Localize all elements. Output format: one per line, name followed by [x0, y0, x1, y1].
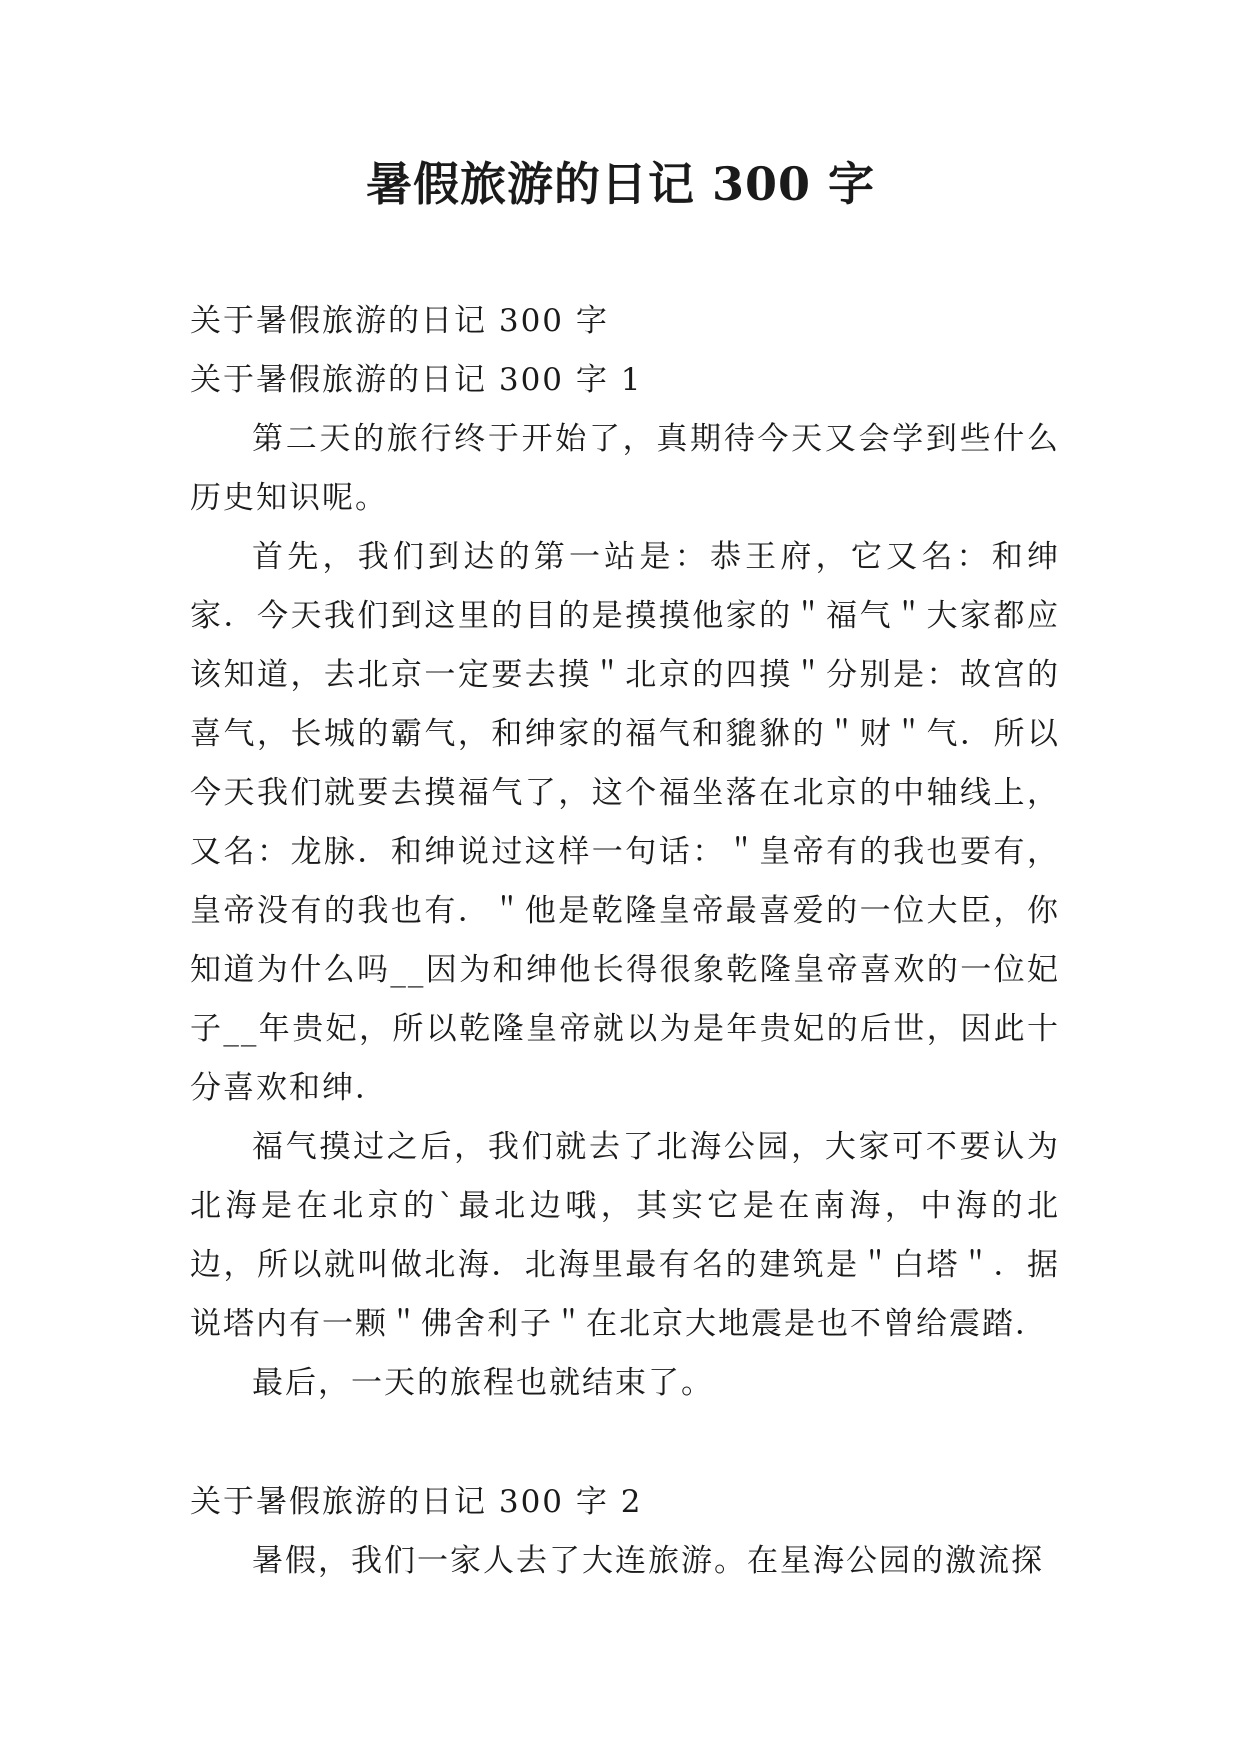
section-heading-1: 关于暑假旅游的日记 300 字 1 [190, 362, 643, 398]
section-heading-2: 关于暑假旅游的日记 300 字 2 [190, 1484, 643, 1520]
section-spacer [190, 1413, 1060, 1473]
section-1-paragraph-4: 最后，一天的旅程也就结束了。 [252, 1365, 714, 1401]
section-1-paragraph-3: 福气摸过之后，我们就去了北海公园，大家可不要认为北海是在北京的`最北边哦，其实它是在南海，中海的北边，所以就叫做北海．北海里最有名的建筑是＂白塔＂．据说塔内有一颗＂佛舍利子＂在北京大地震是也不曾给震踏． [190, 1129, 1060, 1342]
section-1-paragraph-1: 第二天的旅行终于开始了，真期待今天又会学到些什么历史知识呢。 [190, 421, 1060, 516]
document-title: 暑假旅游的日记 300 字 [365, 157, 876, 211]
section-1-paragraph-2: 首先，我们到达的第一站是：恭王府，它又名：和绅家．今天我们到这里的目的是摸摸他家的＂福气＂大家都应该知道，去北京一定要去摸＂北京的四摸＂分别是：故宫的喜气，长城的霸气，和绅家的福气和貔貅的＂财＂气．所以今天我们就要去摸福气了，这个福坐落在北京的中轴线上，又名：龙脉．和绅说过这样一句话：＂皇帝有的我也要有，皇帝没有的我也有．＂他是乾隆皇帝最喜爱的一位大臣，你知道为什么吗__因为和绅他长得很象乾隆皇帝喜欢的一位妃子__年贵妃，所以乾隆皇帝就以为是年贵妃的后世，因此十分喜欢和绅． [190, 539, 1060, 1106]
document-body [190, 292, 1060, 1591]
intro-heading: 关于暑假旅游的日记 300 字 [190, 303, 609, 339]
section-2-paragraph-1: 暑假，我们一家人去了大连旅游。在星海公园的激流探 [252, 1543, 1044, 1579]
